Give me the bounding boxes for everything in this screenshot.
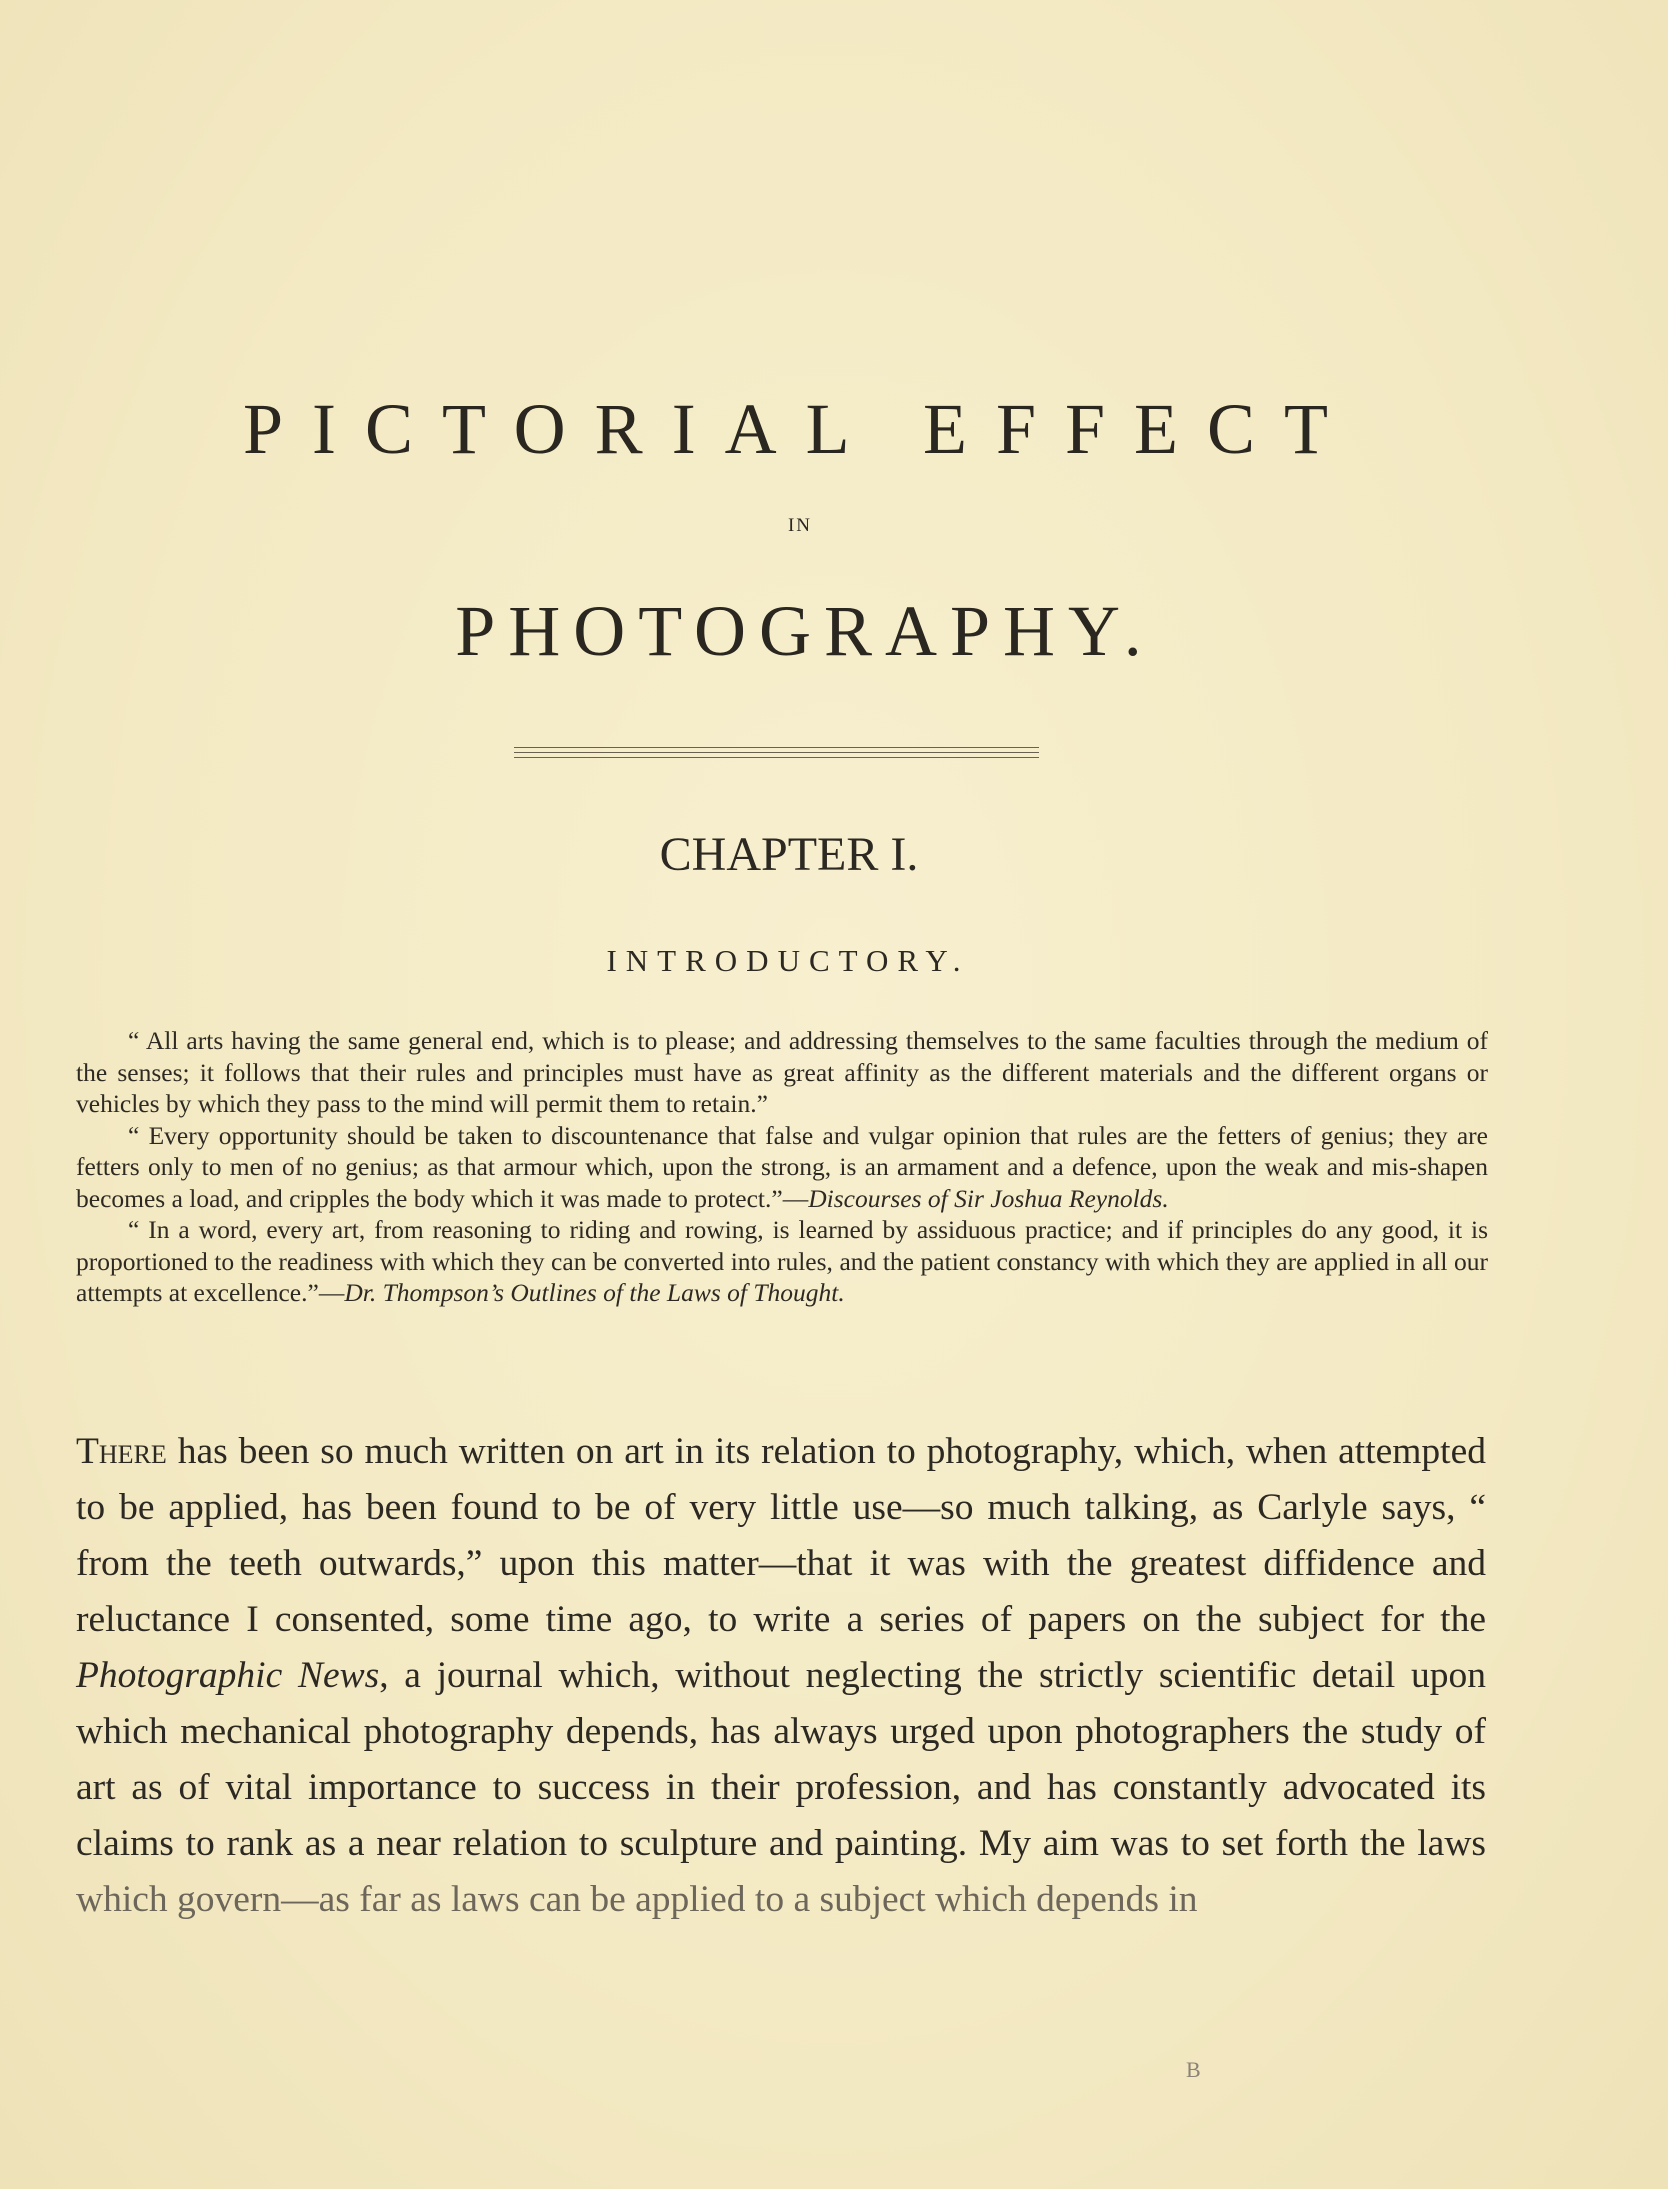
epigraph-source: Dr. Thompson’s Outlines of the Laws of Thought. (344, 1278, 845, 1307)
epigraph-text: “ Every opportunity should be taken to discountenance that false and vulgar opinion that rules are the fetters of genius; they are fetters only to men of no genius; as that armour which, upon the strong, is an armament and a defence, upon the weak and mis-shapen becomes a load, and cripples the body which it was made to protect.”— (76, 1120, 1488, 1213)
title-rule-divider (514, 747, 1039, 762)
book-title-main: PICTORIAL EFFECT (242, 389, 1358, 469)
signature-mark: B (1186, 2057, 1201, 2082)
epigraph-text: “ In a word, every art, from reasoning to riding and rowing, is learned by assiduous practice; and if principles do any good, it is proportioned to the readiness with which they can be converted into rules, and the patient constancy with which they are applied in all our attempts at excellence.”— (76, 1215, 1488, 1307)
paragraph-text (76, 1424, 1486, 1928)
epigraph-text: “ All arts having the same general end, which is to please; and addressing themselves to the same faculties through the medium of the senses; it follows that their rules and principles must have as great affinity as the different materials and the different organs or vehicles by which they pass to the mind will permit them to retain.” (76, 1026, 1488, 1118)
rule-line-top (514, 747, 1039, 748)
lead-word: There (76, 1431, 167, 1472)
epigraph-quote (76, 1025, 1488, 1120)
journal-title: Photographic News (76, 1655, 380, 1696)
epigraph-source: Discourses of Sir Joshua Reynolds. (808, 1183, 1169, 1213)
epigraph-quote (76, 1214, 1488, 1309)
rule-line-middle (514, 752, 1039, 753)
section-title: INTRODUCTORY. (606, 943, 970, 978)
epigraph-quote (76, 1120, 1488, 1215)
book-title-connector: IN (787, 515, 813, 536)
paragraph-part-1: has been so much written on art in its relation to photography, which, when attempted to be applied, has been found to be of very little use—so much talking, as Carlyle says, “ from the teeth outwards,” upon this matter—that it was with the greatest diffidence and reluctance I consented, some time ago, to write a series of papers on the subject for the (76, 1431, 1486, 1640)
chapter-heading: CHAPTER I. (659, 828, 919, 881)
paragraph-part-2: , a journal which, without neglecting the strictly scientific detail upon which mechanical photography depends, has always urged upon photographers the study of art as of vital importance to success in their profession, and has constantly advocated its claims to rank as a near relation to sculpture and painting. My aim was to set forth the laws (76, 1655, 1486, 1864)
book-title-subject: PHOTOGRAPHY. (455, 591, 1155, 671)
paragraph-part-3: which govern—as far as laws can be applied to a subject which depends in (76, 1879, 1198, 1920)
rule-line-bottom (514, 757, 1039, 758)
body-paragraph (76, 1424, 1486, 1928)
epigraph-block (76, 1025, 1488, 1309)
